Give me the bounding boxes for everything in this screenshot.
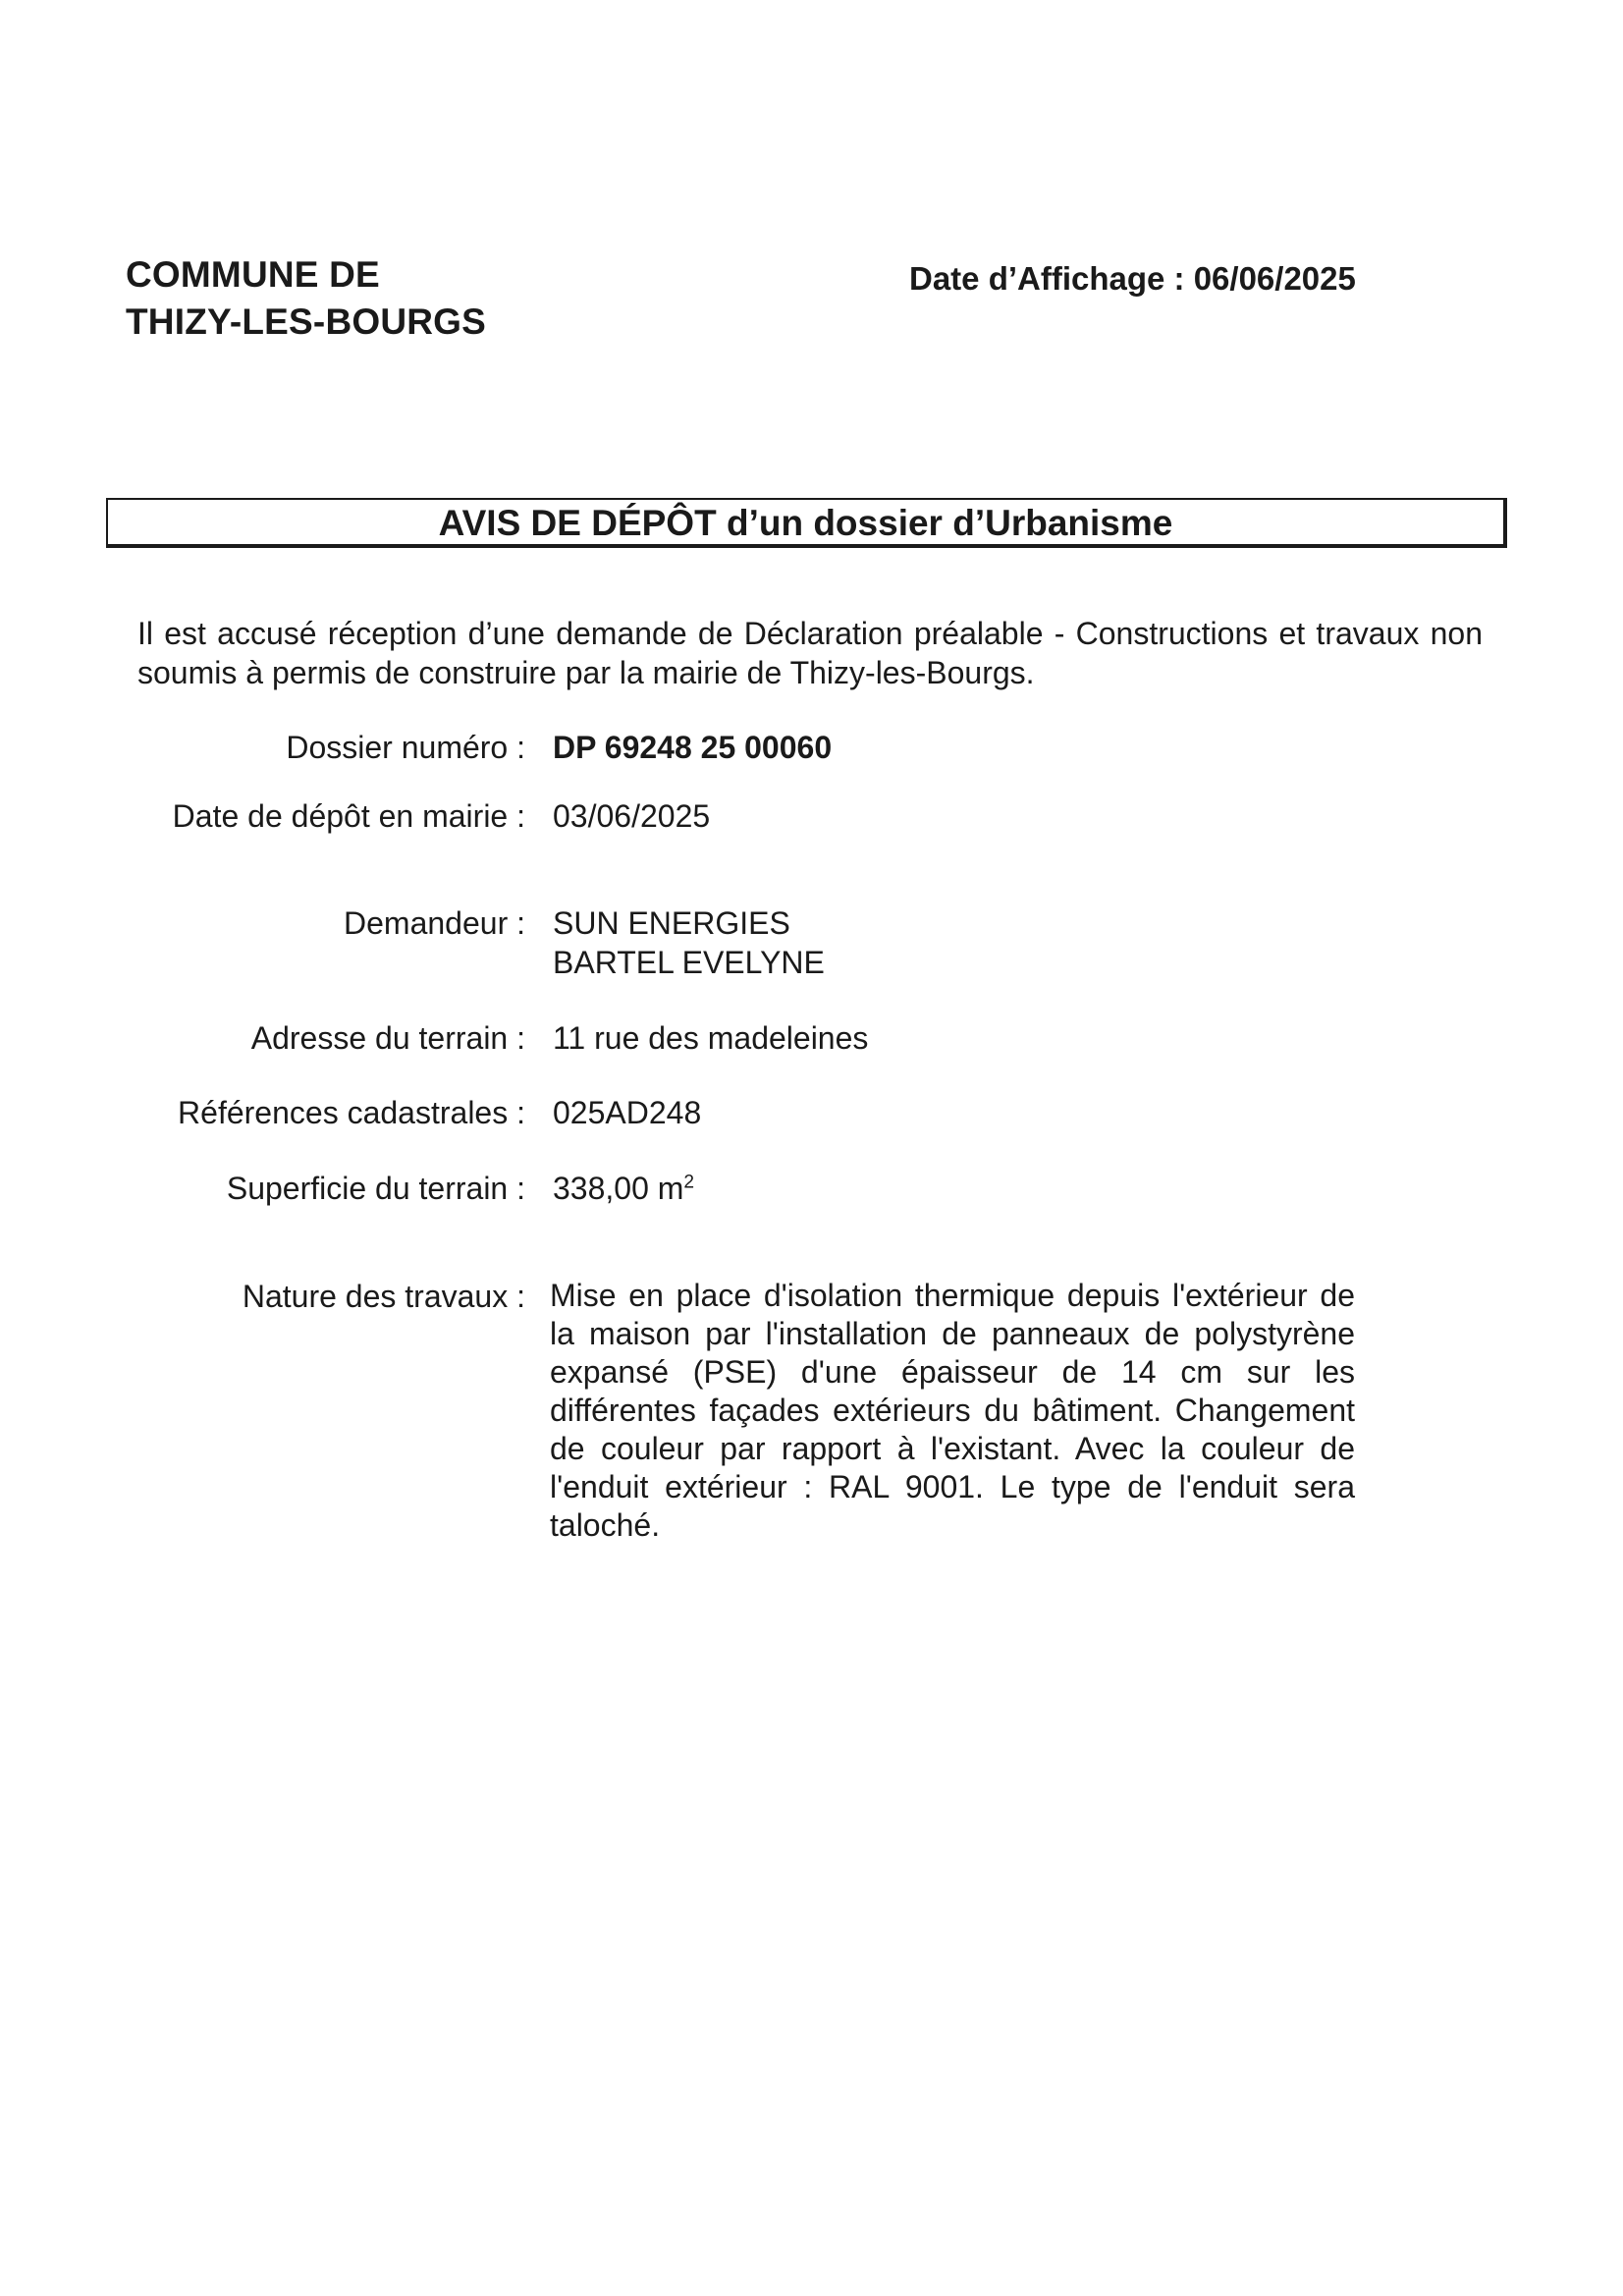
commune-name (126, 251, 486, 346)
field-label: Superficie du terrain : (226, 1171, 525, 1206)
field-label: Demandeur : (344, 905, 525, 941)
title-prefix: AVIS DE DÉPÔT (438, 503, 717, 543)
superficie-unit-exponent: 2 (683, 1172, 695, 1193)
demandeur-line-2: BARTEL EVELYNE (553, 945, 825, 980)
commune-line-1: COMMUNE DE (126, 254, 380, 295)
intro-paragraph: Il est accusé réception d’une demande de Déclaration préalable - Constructions et travaux non soumis à permis de construire par la mairie de Thizy-les-Bourgs. (137, 616, 1483, 690)
title-suffix: d’un dossier d’Urbanisme (716, 503, 1173, 543)
demandeur-line-1: SUN ENERGIES (553, 905, 790, 941)
field-label: Références cadastrales : (178, 1095, 525, 1130)
date-depot-value: 03/06/2025 (553, 798, 711, 834)
references-value: 025AD248 (553, 1095, 702, 1130)
field-label: Dossier numéro : (286, 730, 525, 765)
commune-line-2: THIZY-LES-BOURGS (126, 301, 487, 342)
page-title (108, 502, 1503, 545)
field-label: Date de dépôt en mairie : (172, 798, 525, 834)
field-label: Adresse du terrain : (250, 1020, 525, 1056)
field-label: Nature des travaux : (242, 1279, 525, 1314)
superficie-value (553, 1169, 694, 1208)
title-box (106, 498, 1507, 548)
nature-travaux-value: Mise en place d'isolation thermique depuis l'extérieur de la maison par l'installation de panneaux de polystyrène expansé (PSE) d'une épaisseur de 14 cm sur les différentes façades extérieurs du bâtiment. Changement de couleur par rapport à l'existant. Avec la couleur de l'enduit extérieur : RAL 9001. Le type de l'enduit sera taloché. (550, 1278, 1355, 1543)
affichage-date: Date d’Affichage : 06/06/2025 (909, 260, 1356, 297)
demandeur-value (553, 903, 825, 982)
adresse-value: 11 rue des madeleines (553, 1020, 869, 1056)
superficie-number: 338,00 m (553, 1171, 684, 1206)
dossier-number: DP 69248 25 00060 (553, 730, 833, 765)
